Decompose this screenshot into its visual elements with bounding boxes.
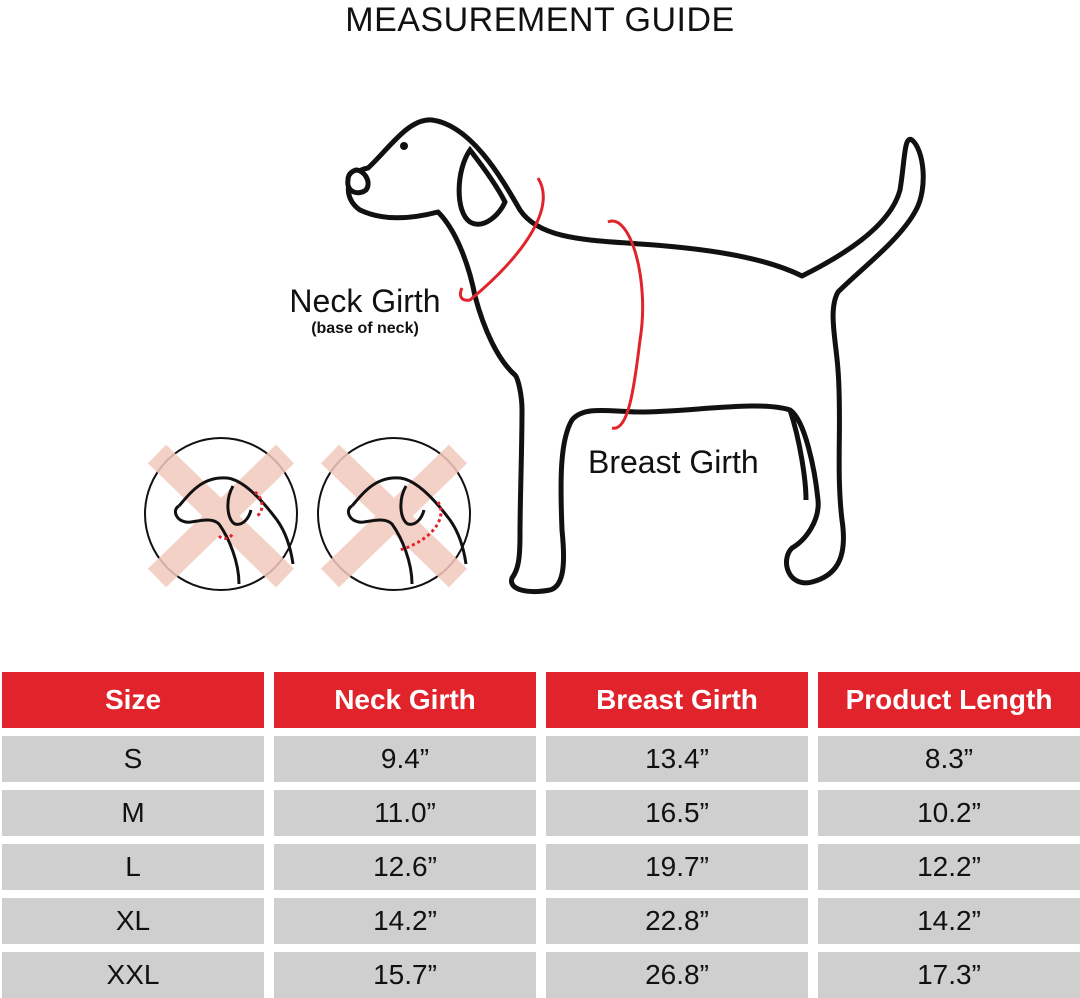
cell-breast: 26.8” [546, 952, 808, 998]
wrong-example-1 [145, 438, 297, 590]
cell-length: 17.3” [818, 952, 1080, 998]
cell-breast: 13.4” [546, 736, 808, 782]
cell-length: 8.3” [818, 736, 1080, 782]
dog-eye [400, 142, 408, 150]
header-neck-girth: Neck Girth [274, 672, 536, 728]
dog-nose [348, 170, 368, 193]
cell-length: 12.2” [818, 844, 1080, 890]
header-size: Size [2, 672, 264, 728]
header-product-length: Product Length [818, 672, 1080, 728]
wrong-example-2 [318, 438, 470, 590]
cell-neck: 15.7” [274, 952, 536, 998]
cell-size: L [2, 844, 264, 890]
cell-size: S [2, 736, 264, 782]
cell-breast: 22.8” [546, 898, 808, 944]
cell-neck: 14.2” [274, 898, 536, 944]
cell-breast: 16.5” [546, 790, 808, 836]
cell-size: XXL [2, 952, 264, 998]
cell-neck: 9.4” [274, 736, 536, 782]
cell-breast: 19.7” [546, 844, 808, 890]
neck-girth-note: (base of neck) [311, 320, 419, 337]
breast-girth-label: Breast Girth [588, 444, 759, 480]
header-breast-girth: Breast Girth [546, 672, 808, 728]
cell-neck: 11.0” [274, 790, 536, 836]
cell-length: 10.2” [818, 790, 1080, 836]
cell-length: 14.2” [818, 898, 1080, 944]
cell-neck: 12.6” [274, 844, 536, 890]
cell-size: M [2, 790, 264, 836]
neck-girth-label: Neck Girth [289, 283, 441, 319]
size-table [0, 672, 1080, 998]
cell-size: XL [2, 898, 264, 944]
page-title: MEASUREMENT GUIDE [345, 1, 735, 39]
